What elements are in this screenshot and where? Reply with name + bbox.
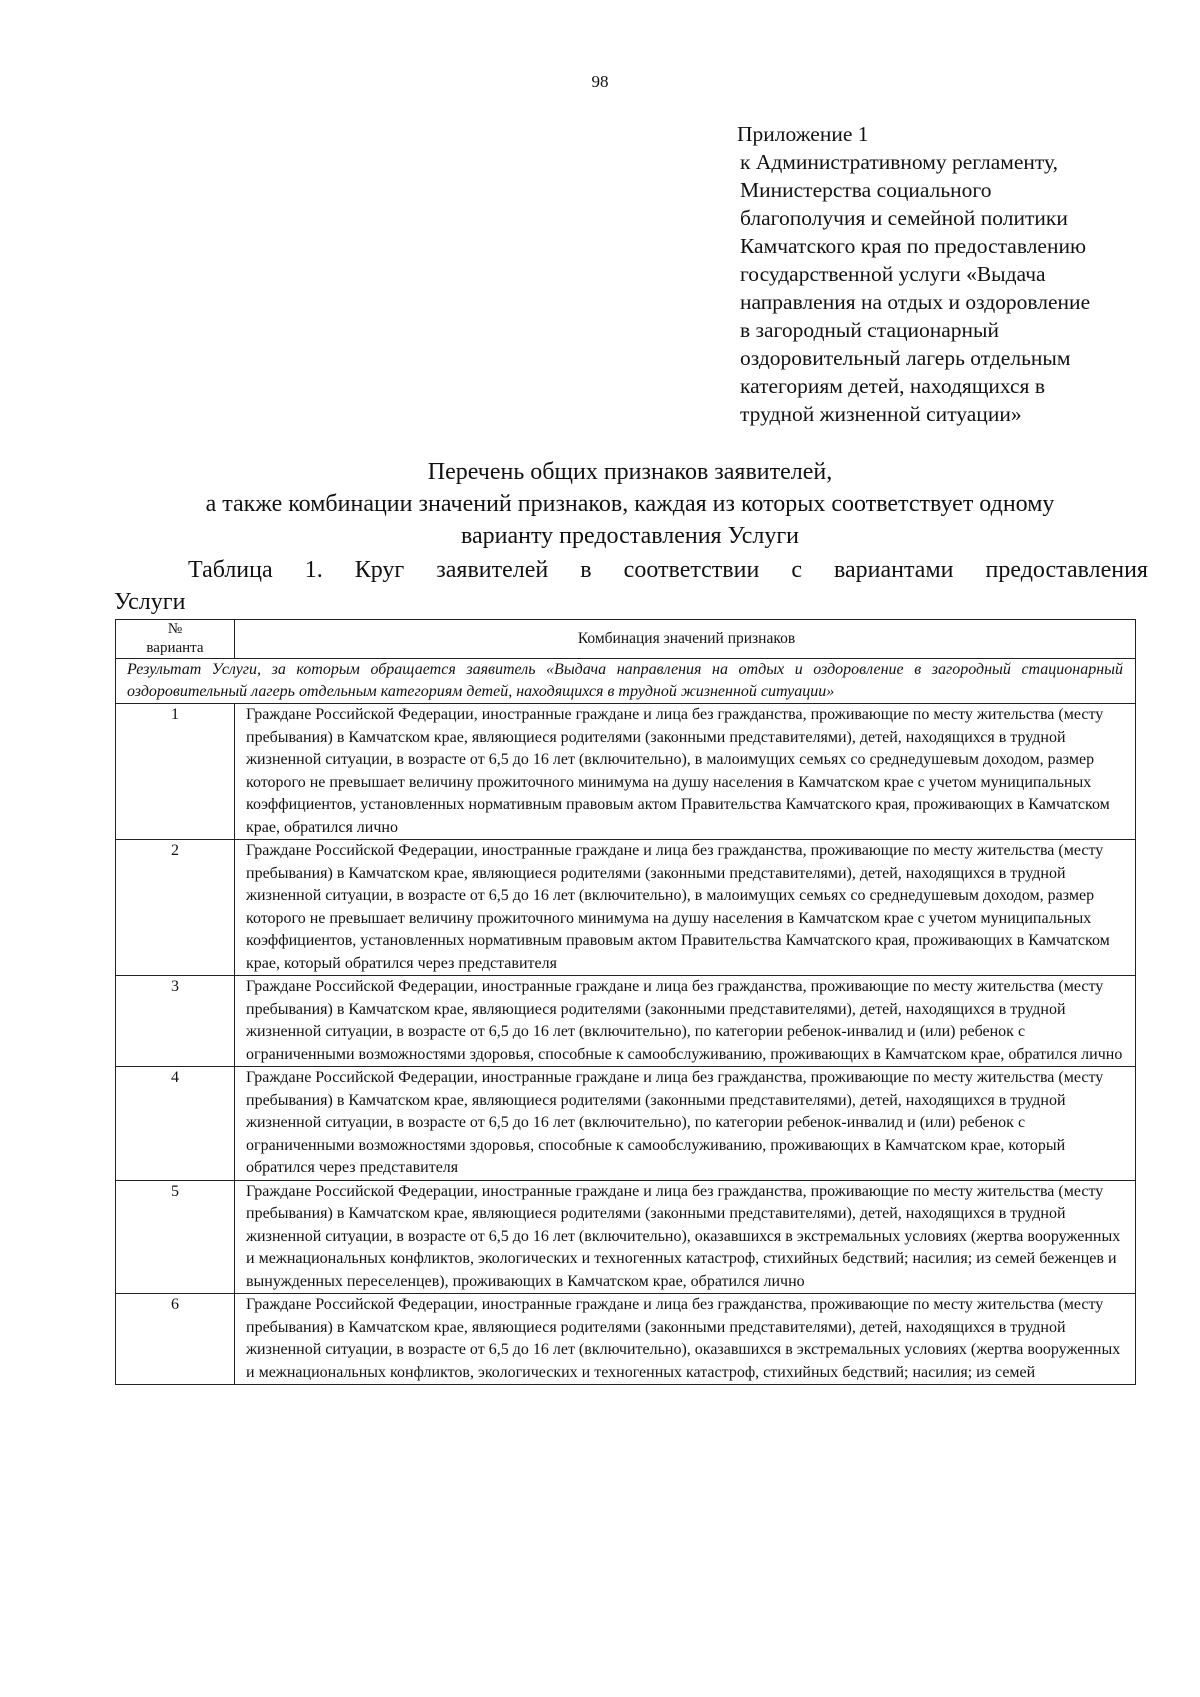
appendix-line: Камчатского края по предоставлению — [740, 234, 1087, 258]
caption-word: Круг — [354, 557, 405, 583]
appendix-line: категориям детей, находящихся в — [740, 374, 1045, 398]
variant-number: 2 — [116, 840, 235, 976]
appendix-line: благополучия и семейной политики — [740, 206, 1068, 230]
result-cell: Результат Услуги, за которым обращается заявитель «Выдача направления на отдых и оздоровление в загородный стационарный оздоровительный лагерь отдельным категориям детей, находящихся в трудной жизненной ситуации» — [116, 659, 1136, 704]
table-row — [116, 1294, 1136, 1385]
variants-table — [115, 619, 1136, 1385]
appendix-line: государственной услуги «Выдача — [740, 262, 1046, 286]
appendix-line: направления на отдых и оздоровление — [740, 290, 1091, 314]
table-row — [116, 840, 1136, 976]
document-heading — [100, 456, 1160, 552]
heading-line-3: варианту предоставления Услуги — [460, 523, 800, 549]
caption-word: 1. — [304, 557, 323, 583]
heading-line-2: а также комбинации значений признаков, каждая из которых соответствует одному — [205, 491, 1055, 517]
table-row — [116, 1180, 1136, 1294]
variant-number-header — [116, 620, 235, 659]
appendix-block — [737, 120, 1160, 428]
caption-word: Таблица — [188, 557, 273, 583]
result-row — [116, 659, 1136, 704]
appendix-line: трудной жизненной ситуации» — [740, 402, 1022, 426]
appendix-line: в загородный стационарный — [740, 318, 1000, 342]
caption-word: предоставления — [985, 557, 1148, 583]
caption-word: в — [580, 557, 592, 583]
variant-number: 4 — [116, 1067, 235, 1181]
variant-number: 1 — [116, 704, 235, 840]
variant-number: 6 — [116, 1294, 235, 1385]
table-row — [116, 704, 1136, 840]
combination-header: Комбинация значений признаков — [235, 620, 1136, 659]
appendix-line: оздоровительный лагерь отдельным — [740, 346, 1071, 370]
variant-description: Граждане Российской Федерации, иностранные граждане и лица без гражданства, проживающие по месту жительства (месту пребывания) в Камчатском крае, являющиеся родителями (законными представителями), детей, находящихся в трудной жизненной ситуации, в возрасте от 6,5 до 16 лет (включительно), по категории ребенок-инвалид и (или) ребенок с ограниченными возможностями здоровья, способные к самообслуживанию, проживающих в Камчатском крае, обратился лично — [235, 976, 1136, 1067]
table-header-row — [116, 620, 1136, 659]
table-row — [116, 1067, 1136, 1181]
variant-description: Граждане Российской Федерации, иностранные граждане и лица без гражданства, проживающие по месту жительства (месту пребывания) в Камчатском крае, являющиеся родителями (законными представителями), детей, находящихся в трудной жизненной ситуации, в возрасте от 6,5 до 16 лет (включительно), оказавшихся в экстремальных условиях (жертва вооруженных и межнациональных конфликтов, экологических и техногенных катастроф, стихийных бедствий; насилия; из семей беженцев и вынужденных переселенцев), проживающих в Камчатском крае, обратился лично — [235, 1180, 1136, 1294]
table-caption-line-2: Услуги — [114, 589, 186, 615]
variant-description: Граждане Российской Федерации, иностранные граждане и лица без гражданства, проживающие по месту жительства (месту пребывания) в Камчатском крае, являющиеся родителями (законными представителями), детей, находящихся в трудной жизненной ситуации, в возрасте от 6,5 до 16 лет (включительно), по категории ребенок-инвалид и (или) ребенок с ограниченными возможностями здоровья, способные к самообслуживанию, проживающих в Камчатском крае, который обратился через представителя — [235, 1067, 1136, 1181]
variant-number: 3 — [116, 976, 235, 1067]
appendix-line: Министерства социального — [740, 178, 992, 202]
caption-word: заявителей — [436, 557, 549, 583]
appendix-line: Приложение 1 — [737, 122, 869, 146]
table-row — [116, 976, 1136, 1067]
variant-description: Граждане Российской Федерации, иностранные граждане и лица без гражданства, проживающие по месту жительства (месту пребывания) в Камчатском крае, являющиеся родителями (законными представителями), детей, находящихся в трудной жизненной ситуации, в возрасте от 6,5 до 16 лет (включительно), в малоимущих семьях со среднедушевым доходом, размер которого не превышает величину прожиточного минимума на душу населения в Камчатском крае с учетом муниципальных коэффициентов, установленных нормативным правовым актом Правительства Камчатского края, проживающих в Камчатском крае, обратился лично — [235, 704, 1136, 840]
caption-word: соответствии — [623, 557, 760, 583]
variant-number-header-symbol: № — [167, 621, 183, 637]
appendix-line: к Административному регламенту, — [740, 150, 1059, 174]
page-number: 98 — [591, 72, 609, 91]
caption-word: вариантами — [834, 557, 954, 583]
variant-number-header-label: варианта — [146, 640, 204, 656]
table-caption — [114, 554, 1148, 618]
variant-description: Граждане Российской Федерации, иностранные граждане и лица без гражданства, проживающие по месту жительства (месту пребывания) в Камчатском крае, являющиеся родителями (законными представителями), детей, находящихся в трудной жизненной ситуации, в возрасте от 6,5 до 16 лет (включительно), в малоимущих семьях со среднедушевым доходом, размер которого не превышает величину прожиточного минимума на душу населения в Камчатском крае с учетом муниципальных коэффициентов, установленных нормативным правовым актом Правительства Камчатского края, проживающих в Камчатском крае, который обратился через представителя — [235, 840, 1136, 976]
heading-line-1: Перечень общих признаков заявителей, — [427, 459, 833, 485]
caption-word: с — [791, 557, 802, 583]
variant-description: Граждане Российской Федерации, иностранные граждане и лица без гражданства, проживающие по месту жительства (месту пребывания) в Камчатском крае, являющиеся родителями (законными представителями), детей, находящихся в трудной жизненной ситуации, в возрасте от 6,5 до 16 лет (включительно), оказавшихся в экстремальных условиях (жертва вооруженных и межнациональных конфликтов, экологических и техногенных катастроф, стихийных бедствий; насилия; из семей — [235, 1294, 1136, 1385]
variant-number: 5 — [116, 1180, 235, 1294]
table-caption-line-1 — [114, 554, 1148, 586]
